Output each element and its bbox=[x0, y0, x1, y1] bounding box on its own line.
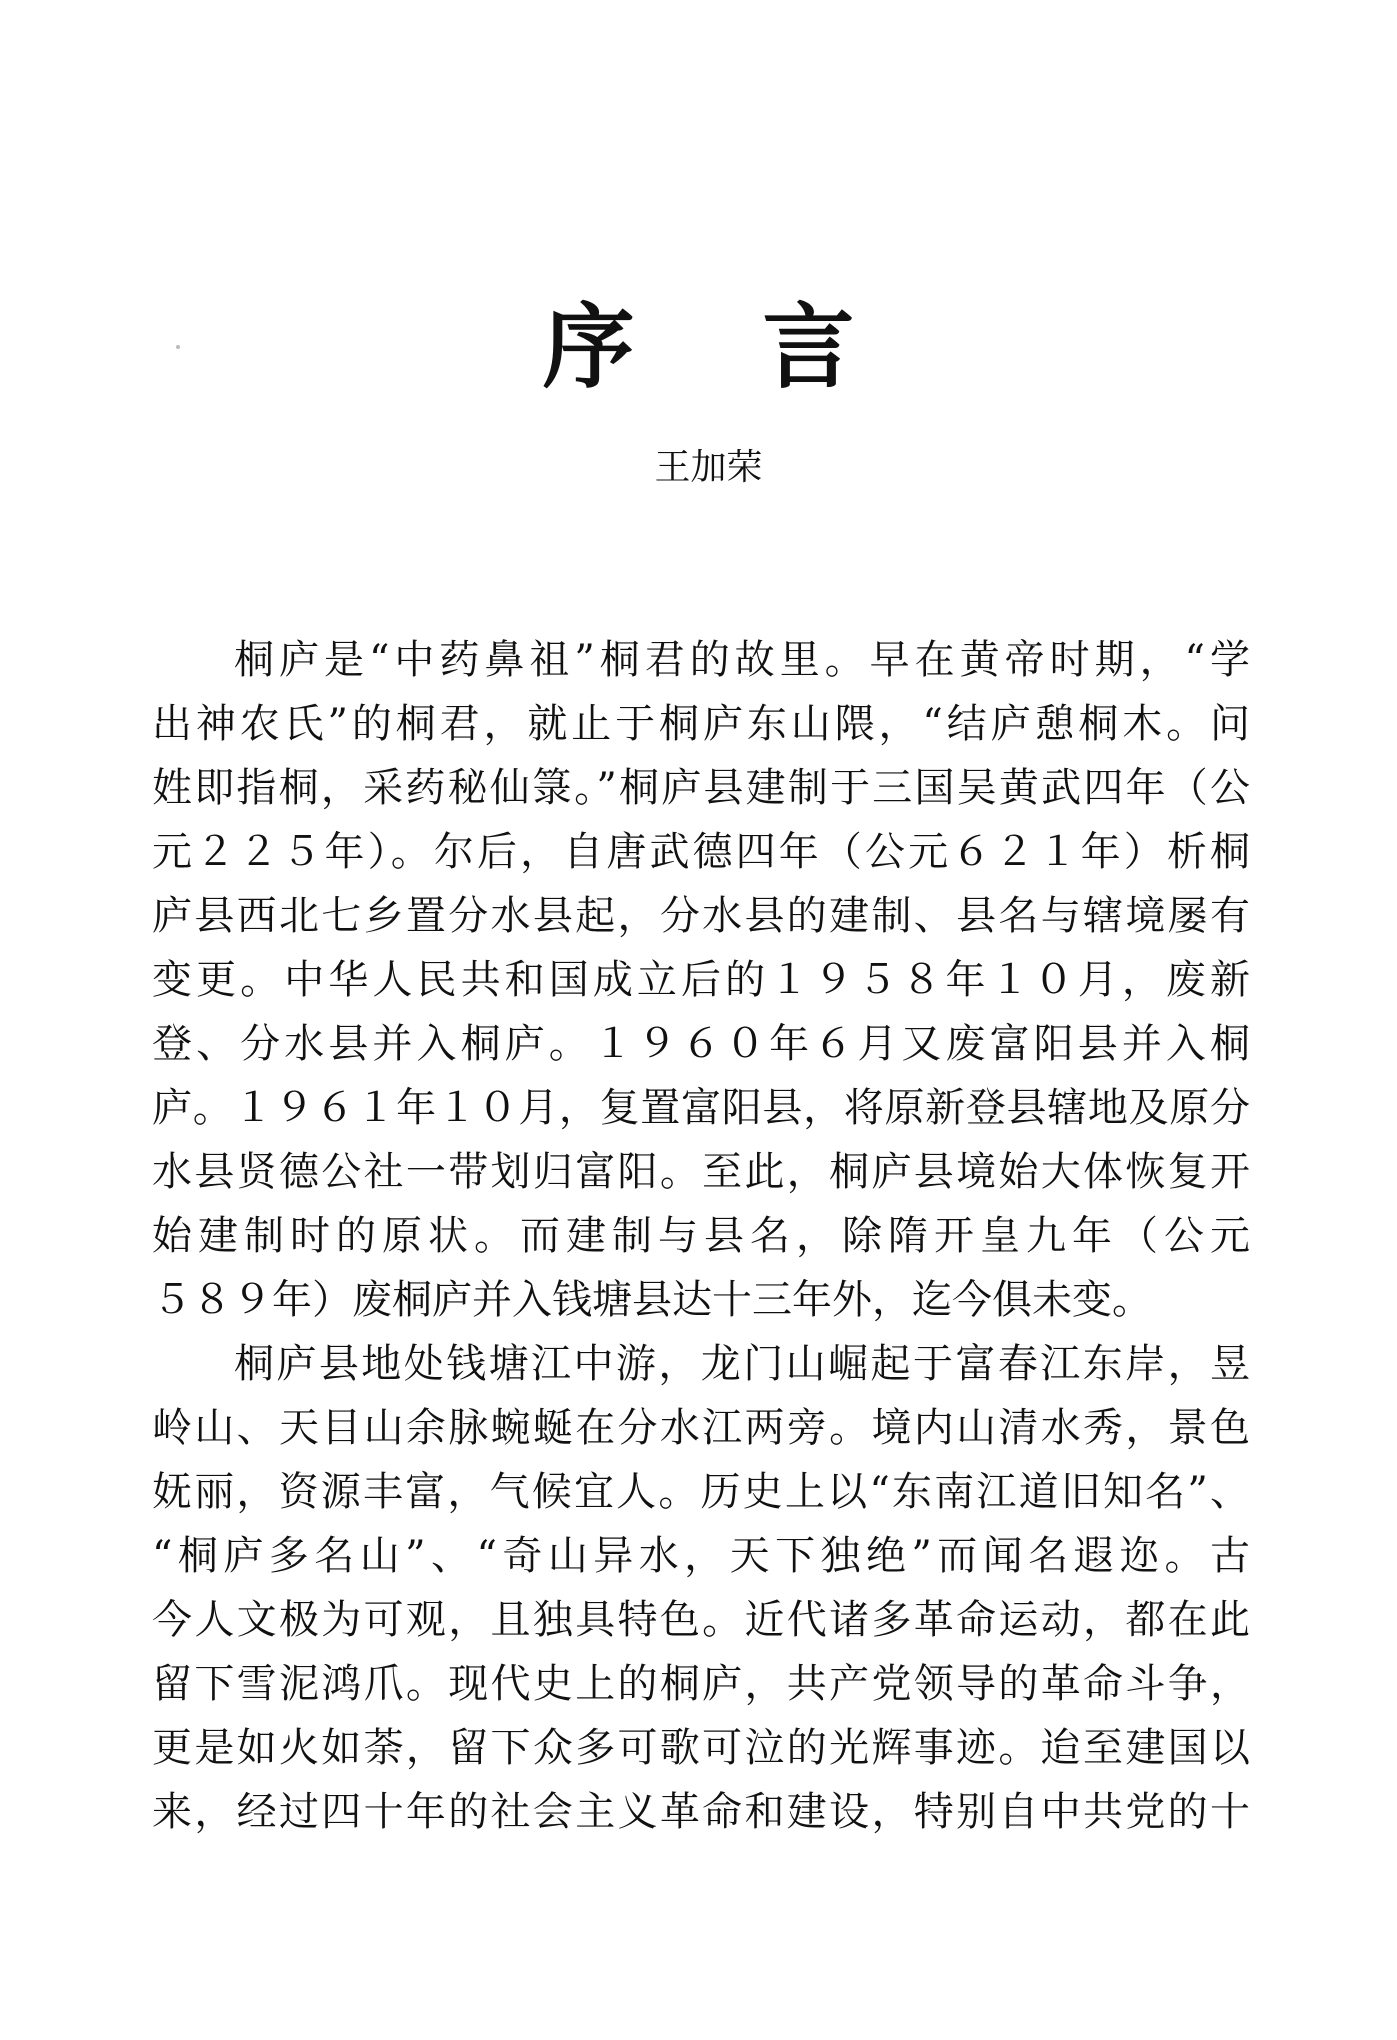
text-line: 登、分水县并入桐庐。１９６０年６月又废富阳县并入桐 bbox=[152, 1021, 1250, 1067]
text-line: 庐。１９６１年１０月，复置富阳县，将原新登县辖地及原分 bbox=[152, 1085, 1250, 1131]
paragraph-1 bbox=[152, 628, 1250, 1332]
text-line: ５８９年）废桐庐并入钱塘县达十三年外，迄今俱未变。 bbox=[152, 1277, 1152, 1323]
text-line: 来，经过四十年的社会主义革命和建设，特别自中共党的十 bbox=[152, 1789, 1250, 1835]
text-line: 岭山、天目山余脉蜿蜒在分水江两旁。境内山清水秀，景色 bbox=[152, 1405, 1250, 1451]
text-line: 始建制时的原状。而建制与县名，除隋开皇九年（公元 bbox=[152, 1213, 1250, 1259]
text-line: 出神农氏”的桐君，就止于桐庐东山隈，“结庐憩桐木。问 bbox=[152, 701, 1250, 747]
text-line: 妩丽，资源丰富，气候宜人。历史上以“东南江道旧知名”、 bbox=[152, 1469, 1250, 1515]
text-line: 元２２５年）。尔后，自唐武德四年（公元６２１年）析桐 bbox=[152, 829, 1250, 875]
text-line: 桐庐是“中药鼻祖”桐君的故里。早在黄帝时期，“学 bbox=[234, 637, 1250, 683]
text-line: 庐县西北七乡置分水县起，分水县的建制、县名与辖境屡有 bbox=[152, 893, 1250, 939]
text-line: 桐庐县地处钱塘江中游，龙门山崛起于富春江东岸，昱 bbox=[234, 1341, 1250, 1387]
text-line: 水县贤德公社一带划归富阳。至此，桐庐县境始大体恢复开 bbox=[152, 1149, 1250, 1195]
paragraph-2 bbox=[152, 1332, 1250, 1844]
text-line: 更是如火如荼，留下众多可歌可泣的光辉事迹。迨至建国以 bbox=[152, 1725, 1250, 1771]
text-line: “桐庐多名山”、“奇山异水，天下独绝”而闻名遐迩。古 bbox=[152, 1533, 1250, 1579]
page-title bbox=[0, 292, 1397, 402]
title-char-2: 言 bbox=[762, 293, 855, 401]
body-text bbox=[152, 628, 1250, 1844]
text-line: 变更。中华人民共和国成立后的１９５８年１０月，废新 bbox=[152, 957, 1250, 1003]
text-line: 今人文极为可观，且独具特色。近代诸多革命运动，都在此 bbox=[152, 1597, 1250, 1643]
author-name: 王加荣 bbox=[654, 447, 763, 488]
text-line: 留下雪泥鸿爪。现代史上的桐庐，共产党领导的革命斗争， bbox=[152, 1661, 1250, 1707]
title-char-1: 序 bbox=[542, 293, 635, 401]
text-line: 姓即指桐，采药秘仙箓。”桐庐县建制于三国吴黄武四年（公 bbox=[152, 765, 1250, 811]
